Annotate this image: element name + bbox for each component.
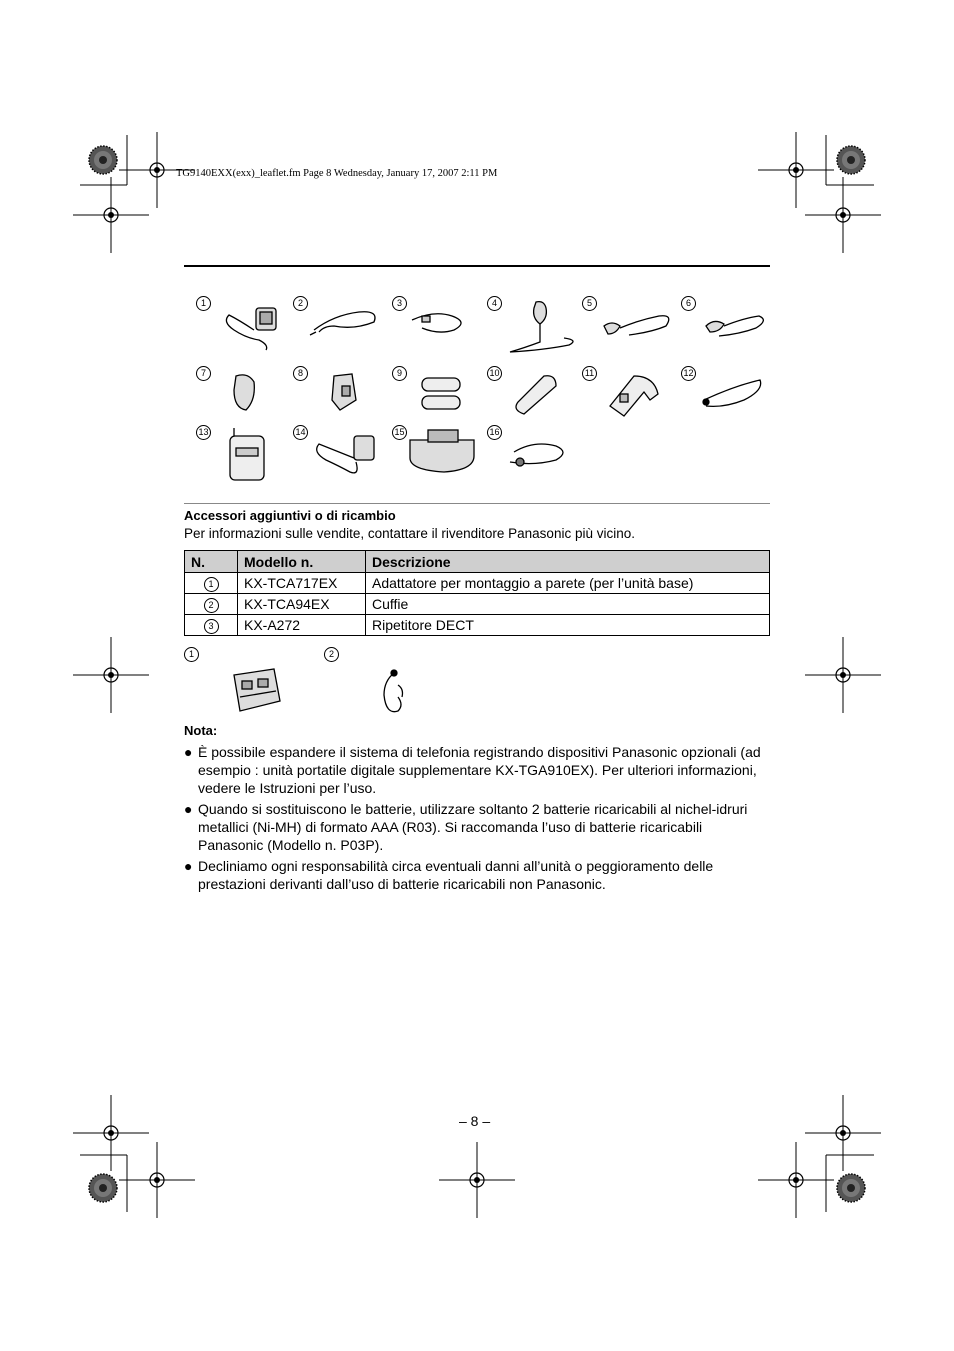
page-number: – 8 –	[459, 1113, 491, 1129]
item-number: 3	[392, 296, 407, 311]
charger-base-icon	[410, 430, 474, 472]
cell-description: Adattatore per montaggio a parete (per l’unità base)	[366, 573, 770, 594]
list-item	[184, 857, 770, 893]
wall-plug-cord-icon	[510, 302, 573, 352]
cell-n	[185, 615, 238, 636]
accessories-figure	[184, 290, 770, 490]
item-number: 7	[196, 366, 211, 381]
item-number: 5	[582, 296, 597, 311]
item-number: 10	[487, 366, 502, 381]
cell-description: Cuffie	[366, 594, 770, 615]
column-header-description: Descrizione	[366, 551, 770, 573]
ac-adaptor-icon-2	[317, 436, 374, 473]
item-number: 12	[681, 366, 696, 381]
headset-icon	[384, 670, 403, 712]
optional-accessories-figure	[184, 645, 444, 717]
item-number: 6	[681, 296, 696, 311]
item-number: 4	[487, 296, 502, 311]
bullet-icon: ●	[184, 744, 193, 760]
item-number: 2	[324, 647, 339, 662]
battery-cover-icon	[516, 376, 556, 414]
repeater-unit-icon	[230, 428, 264, 480]
cell-n	[185, 594, 238, 615]
item-number: 2	[293, 296, 308, 311]
plug-cord-icon-2	[706, 316, 763, 336]
cell-model: KX-TCA717EX	[238, 573, 366, 594]
item-number: 1	[184, 647, 199, 662]
item-number: 9	[392, 366, 407, 381]
batteries-icon	[422, 378, 460, 409]
belt-clip-icon	[610, 376, 658, 416]
circled-number: 3	[204, 619, 219, 634]
nota-title: Nota:	[184, 723, 218, 738]
section-divider	[184, 503, 770, 504]
table-row	[185, 594, 770, 615]
file-info-header: TG9140EXX(exx)_leaflet.fm Page 8 Wednesday, January 17, 2007 2:11 PM	[176, 168, 498, 179]
section-title: Accessori aggiuntivi o di ricambio	[184, 508, 396, 523]
column-header-model: Modello n.	[238, 551, 366, 573]
item-number: 8	[293, 366, 308, 381]
item-number: 15	[392, 425, 407, 440]
list-item	[184, 800, 770, 854]
column-header-n: N.	[185, 551, 238, 573]
optional-accessories-table	[184, 550, 770, 636]
cell-n	[185, 573, 238, 594]
note-text: Quando si sostituiscono le batterie, utilizzare soltanto 2 batterie ricaricabili al nichel-idruri metallici (Ni-MH) di formato AAA (R03). Si raccomanda l’uso di batterie ricaricabili Panasonic (Modello n. P03P).	[198, 801, 748, 853]
ac-adaptor-icon	[226, 308, 276, 350]
table-row	[185, 573, 770, 594]
circled-number: 2	[204, 598, 219, 613]
item-number: 13	[196, 425, 211, 440]
top-rule	[184, 265, 770, 267]
note-text: È possibile espandere il sistema di telefonia registrando dispositivi Panasonic opzionali (ad esempio : unità portatile digitale supplementare KX-TGA910EX). Per ulteriori informazioni, vedere le Istruzioni per l’uso.	[198, 744, 761, 796]
plug-adapter-icon	[234, 375, 254, 410]
item-number: 11	[582, 366, 597, 381]
plug-adapter-icon-2	[332, 374, 356, 410]
phone-cord-icon	[310, 312, 375, 335]
item-number: 1	[196, 296, 211, 311]
table-row	[185, 615, 770, 636]
bullet-icon: ●	[184, 858, 193, 874]
circled-number: 1	[204, 577, 219, 592]
section-subtitle: Per informazioni sulle vendite, contattare il rivenditore Panasonic più vicino.	[184, 526, 635, 541]
cell-model: KX-TCA94EX	[238, 594, 366, 615]
list-item	[184, 743, 770, 797]
plug-cord-icon	[604, 316, 669, 335]
note-text: Decliniamo ogni responsabilità circa eventuali danni all’unità o peggioramento delle prestazioni derivanti dall’uso di batterie ricaricabili non Panasonic.	[198, 858, 714, 892]
phone-cord-adapter-icon	[412, 314, 461, 332]
cable-icon-2	[510, 444, 563, 466]
bullet-icon: ●	[184, 801, 193, 817]
item-number: 16	[487, 425, 502, 440]
wall-mount-adaptor-icon	[234, 669, 280, 711]
item-number: 14	[293, 425, 308, 440]
cell-description: Ripetitore DECT	[366, 615, 770, 636]
cell-model: KX-A272	[238, 615, 366, 636]
table-header-row	[185, 551, 770, 573]
nota-list	[184, 743, 770, 896]
cable-icon	[703, 380, 761, 406]
